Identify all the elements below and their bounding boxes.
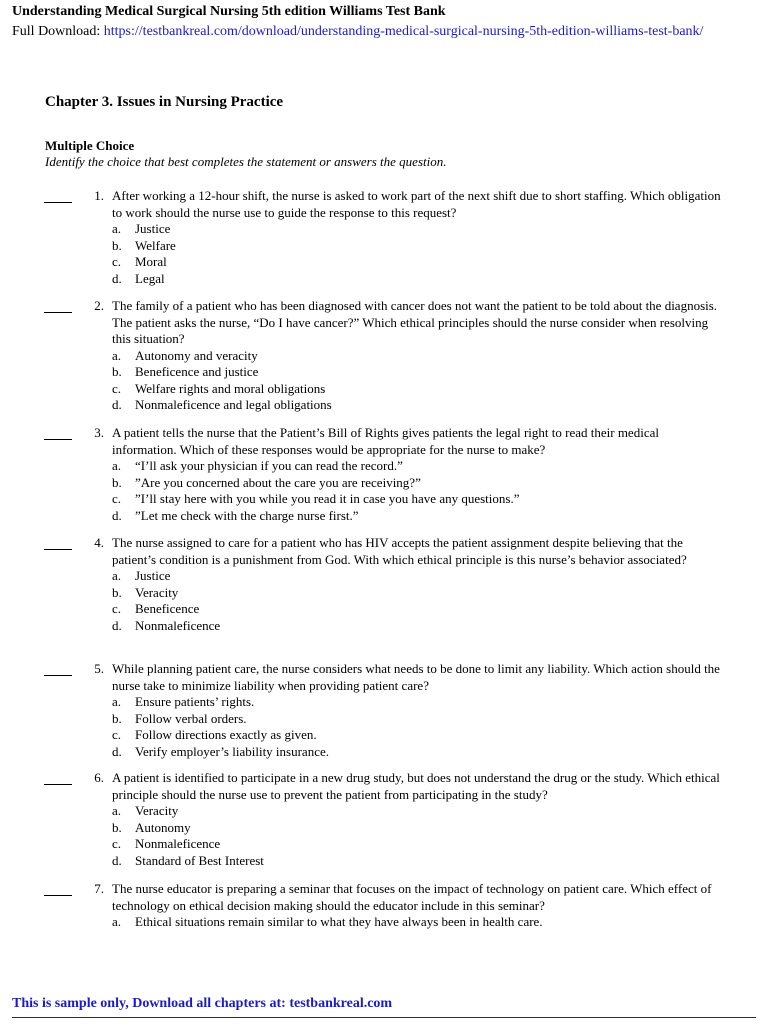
- choice-a: a. Ensure patients’ rights.: [112, 694, 255, 709]
- choice-b: b. Welfare: [112, 237, 176, 253]
- choice-b: b. Beneficence and justice: [112, 364, 259, 379]
- choice-d: d. ”Let me check with the charge nurse first.”: [112, 507, 359, 523]
- question-number: 4.: [94, 535, 104, 550]
- section-title: Multiple Choice: [45, 138, 135, 153]
- footer-divider: [12, 1017, 756, 1018]
- question-number: 7.: [94, 881, 104, 896]
- question-text: The family of a patient who has been diagnosed with cancer does not want the patient to be told about the diagnosis. The patient asks the nurse, “Do I have cancer?” Which ethical principles should the nurse consider when resolving this situation?: [112, 298, 718, 346]
- full-download-line: [12, 24, 703, 40]
- answer-blank: [44, 881, 72, 896]
- choice-list: [112, 221, 724, 287]
- choice-c: c. ”I’ll stay here with you while you read it in case you have any questions.”: [112, 491, 520, 506]
- choice-a: a. “I’ll ask your physician if you can read the record.”: [112, 458, 403, 473]
- question-text: A patient is identified to participate in a new drug study, but does not understand the drug or the study. Which ethical principle should the nurse use to prevent the patient from participating in the study?: [112, 770, 720, 802]
- choice-b: b. Veracity: [112, 584, 179, 600]
- choice-list: [112, 458, 724, 524]
- answer-blank: [44, 188, 72, 203]
- choice-a: a. Autonomy and veracity: [112, 347, 258, 363]
- choice-d: d. Verify employer’s liability insurance.: [112, 743, 329, 759]
- choice-list: [112, 348, 724, 414]
- question-text: While planning patient care, the nurse considers what needs to be done to limit any liability. Which action should the nurse take to minimize liability when providing patient care?: [112, 661, 720, 693]
- choice-c: c. Nonmaleficence: [112, 836, 221, 851]
- choice-list: [112, 568, 724, 634]
- choice-d: d. Nonmaleficence: [112, 617, 221, 633]
- question-text: A patient tells the nurse that the Patient’s Bill of Rights gives patients the legal right to read their medical information. Which of these responses would be appropriate for the nurse to make?: [112, 425, 659, 457]
- question-number: 2.: [94, 298, 104, 313]
- choice-c: c. Beneficence: [112, 601, 200, 616]
- question-number: 3.: [94, 425, 104, 440]
- section-instructions: Identify the choice that best completes the statement or answers the question.: [45, 154, 447, 169]
- footer-sample-notice[interactable]: This is sample only, Download all chapters at: testbankreal.com: [12, 996, 393, 1011]
- question-number: 1.: [94, 188, 104, 203]
- answer-blank: [44, 425, 72, 440]
- choice-list: [112, 803, 724, 869]
- answer-blank: [44, 298, 72, 313]
- choice-d: d. Legal: [112, 270, 165, 286]
- question-number: 5.: [94, 661, 104, 676]
- choice-a: a. Ethical situations remain similar to what they have always been in health care.: [112, 914, 543, 929]
- chapter-title: Chapter 3. Issues in Nursing Practice: [45, 94, 284, 110]
- download-link[interactable]: https://testbankreal.com/download/understanding-medical-surgical-nursing-5th-edition-williams-test-bank/: [103, 24, 704, 39]
- choice-c: c. Moral: [112, 254, 167, 269]
- choice-c: c. Follow directions exactly as given.: [112, 727, 317, 742]
- question-text: After working a 12-hour shift, the nurse is asked to work part of the next shift due to short staffing. Which obligation to work should the nurse use to guide the response to this request?: [112, 188, 721, 220]
- choice-a: a. Justice: [112, 221, 171, 236]
- choice-b: b. Follow verbal orders.: [112, 710, 247, 726]
- choice-d: d. Nonmaleficence and legal obligations: [112, 397, 332, 412]
- document-title: Understanding Medical Surgical Nursing 5th edition Williams Test Bank: [12, 4, 446, 19]
- question-text: The nurse assigned to care for a patient who has HIV accepts the patient assignment despite believing that the patient’s condition is a punishment from God. With which ethical principle is this nurse’s behavior associated?: [112, 535, 687, 567]
- answer-blank: [44, 661, 72, 676]
- choice-list: [112, 914, 724, 931]
- question-number: 6.: [94, 770, 104, 785]
- full-download-label: Full Download:: [12, 24, 104, 39]
- choice-a: a. Justice: [112, 568, 171, 583]
- choice-c: c. Welfare rights and moral obligations: [112, 380, 326, 396]
- choice-d: d. Standard of Best Interest: [112, 852, 264, 868]
- choice-b: b. ”Are you concerned about the care you are receiving?”: [112, 474, 421, 490]
- choice-list: [112, 694, 724, 760]
- question-text: The nurse educator is preparing a seminar that focuses on the impact of technology on patient care. Which effect of technology on ethical decision making should the educator include in this seminar?: [112, 881, 712, 913]
- answer-blank: [44, 535, 72, 550]
- answer-blank: [44, 770, 72, 785]
- choice-b: b. Autonomy: [112, 819, 191, 835]
- choice-a: a. Veracity: [112, 803, 179, 818]
